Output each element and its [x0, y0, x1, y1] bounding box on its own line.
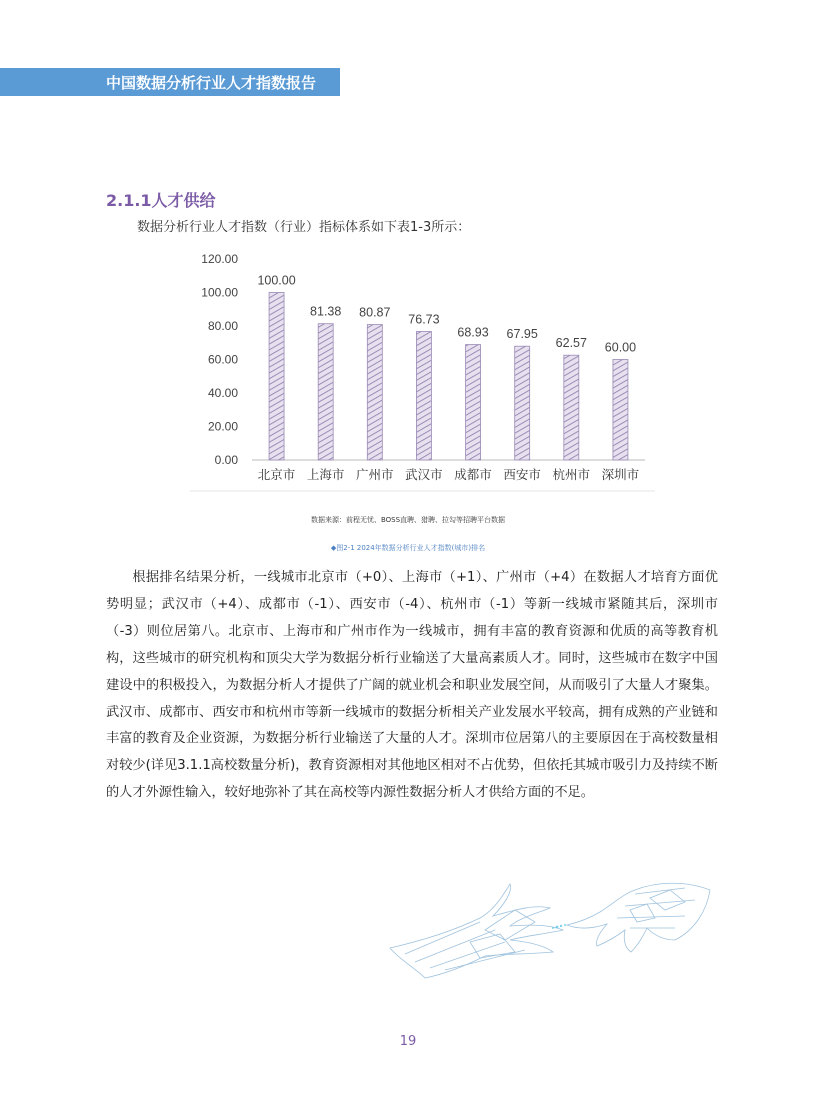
data-label: 76.73	[408, 312, 440, 327]
section-intro: 数据分析行业人才指数（行业）指标体系如下表1-3所示：	[137, 220, 471, 235]
y-tick-label: 0.00	[214, 453, 238, 467]
y-tick-label: 40.00	[207, 386, 238, 400]
report-title: 中国数据分析行业人才指数报告	[106, 73, 317, 92]
x-tick-label: 成都市	[454, 467, 492, 482]
bar	[466, 345, 481, 460]
y-tick-label: 20.00	[207, 419, 238, 434]
y-tick-label: 100.00	[201, 285, 238, 300]
data-label: 60.00	[604, 340, 637, 355]
analysis-paragraph: 根据排名结果分析，一线城市北京市（+0）、上海市（+1）、广州市（+4）在数据人才培育方面优势明显；武汉市（+4）、成都市（-1）、西安市（-4）、杭州市（-1）等新一线城市紧随其后，深圳市（-3）则位居第八。北京市、上海市和广州市作为一线城市，拥有丰富的教育资源和优质的高等教育机构，这些城市的研究机构和顶尖大学为数据分析行业输送了大量高素质人才。同时，这些城市在数字中国建设中的积极投入，为数据分析人才提供了广阔的就业机会和职业发展空间，从而吸引了大量人才聚集。武汉市、成都市、西安市和杭州市等新一线城市的数据分析相关产业发展水平较高，拥有成熟的产业链和丰富的教育及企业资源，为数据分析行业输送了大量的人才。深圳市位居第八的主要原因在于高校数量相对较少(详见3.1.1高校数量分析)，教育资源相对其他地区相对不占优势，但依托其城市吸引力及持续不断的人才外源性输入，较好地弥补了其在高校等内源性数据分析人才供给方面的不足。	[106, 570, 718, 801]
data-label: 100.00	[257, 273, 296, 288]
x-tick-label: 西安市	[503, 467, 541, 482]
data-label: 81.38	[310, 304, 342, 319]
y-tick-label: 80.00	[207, 319, 238, 333]
bar	[269, 293, 284, 461]
bar	[416, 331, 431, 460]
x-tick-label: 北京市	[257, 467, 296, 482]
x-tick-label: 杭州市	[552, 467, 591, 482]
x-tick-label: 武汉市	[405, 467, 443, 482]
y-tick-label: 120.00	[201, 252, 238, 266]
data-label: 80.87	[359, 305, 391, 320]
figure-caption: ◆图2-1 2024年数据分析行业人才指数(城市)排名	[330, 544, 486, 552]
page-number: 19	[399, 1034, 417, 1049]
bar	[564, 355, 579, 460]
section-heading: 2.1.1人才供给	[106, 191, 216, 210]
x-tick-label: 上海市	[306, 467, 345, 482]
bar	[318, 324, 333, 460]
data-source-note: 数据来源：前程无忧、BOSS直聘、猎聘、拉勾等招聘平台数据	[310, 516, 506, 524]
bar	[613, 360, 628, 461]
x-tick-label: 广州市	[356, 467, 394, 482]
y-tick-label: 60.00	[207, 352, 238, 367]
data-label: 68.93	[457, 325, 489, 340]
data-label: 62.57	[555, 336, 587, 351]
digital-hands-illustration	[385, 870, 715, 990]
x-tick-label: 深圳市	[601, 467, 640, 482]
bar	[367, 325, 382, 460]
data-label: 67.95	[506, 327, 538, 342]
city-index-bar-chart	[190, 245, 660, 495]
report-header-bar	[0, 68, 340, 96]
bar	[515, 346, 530, 460]
